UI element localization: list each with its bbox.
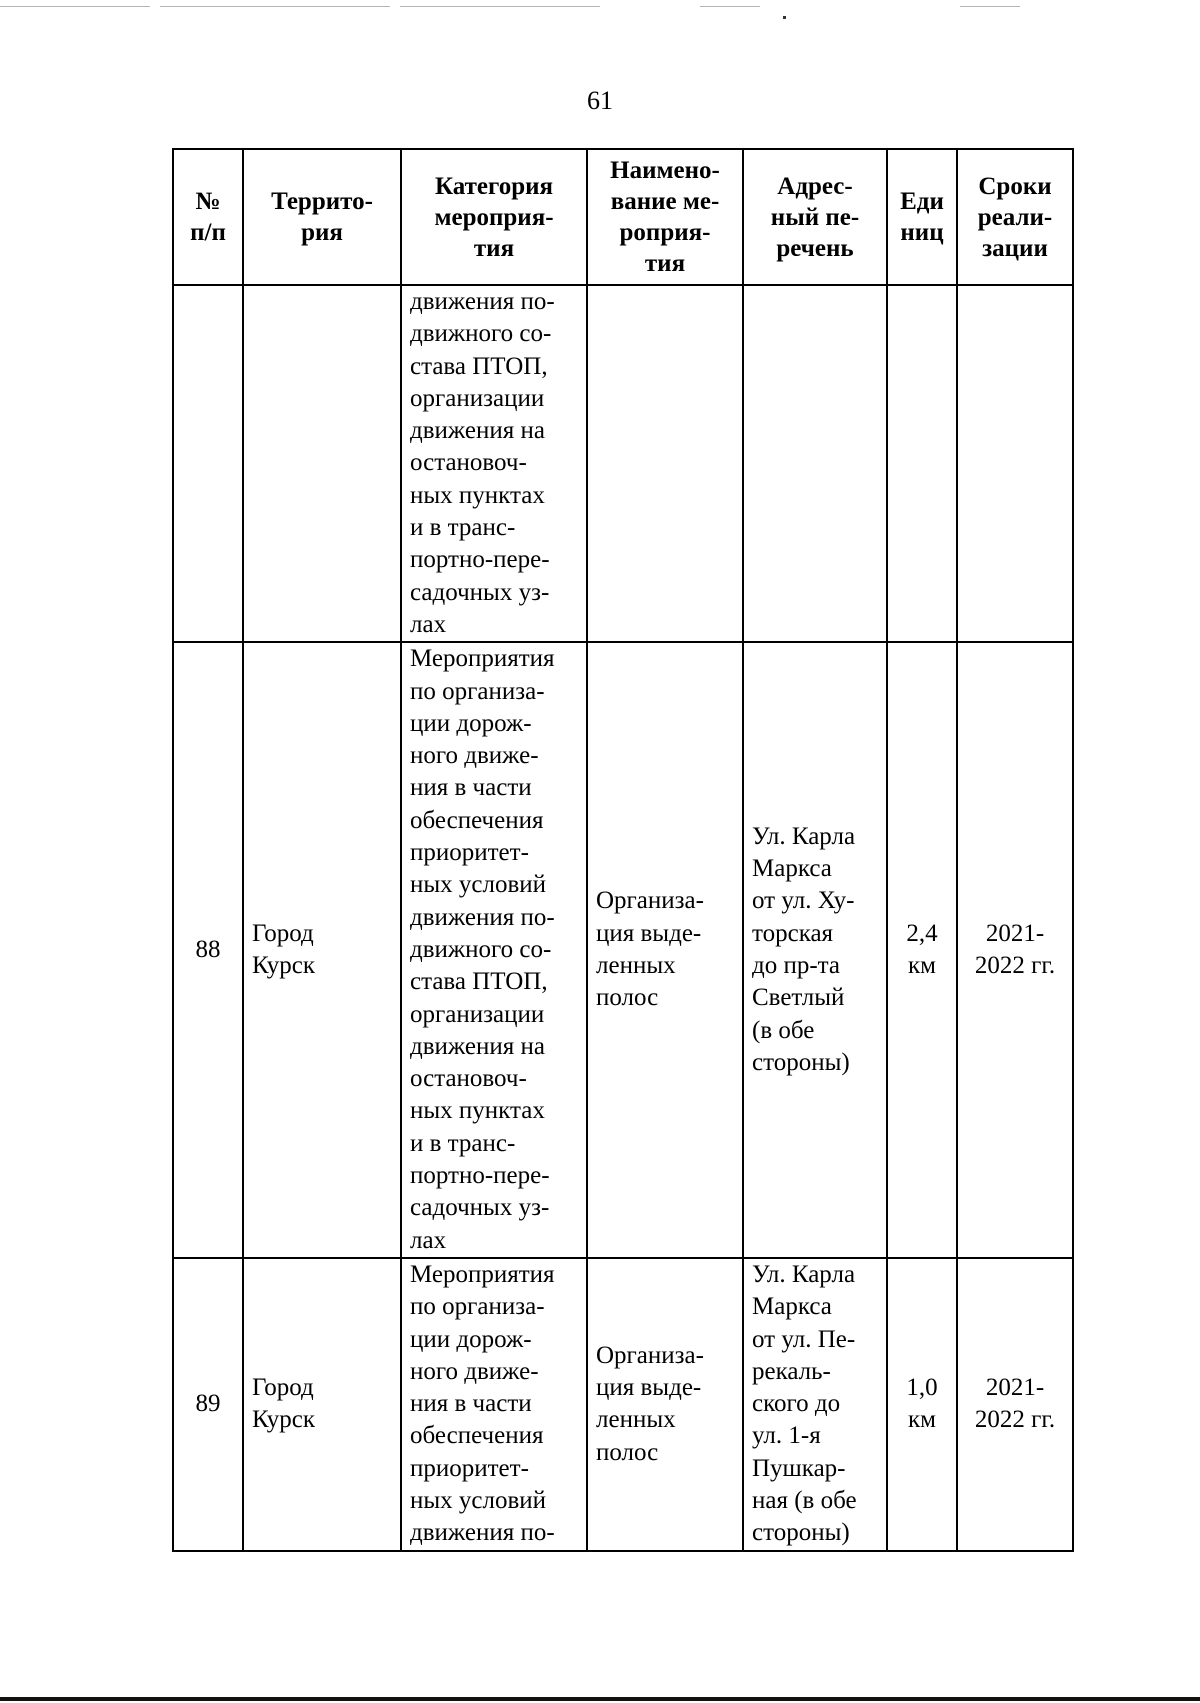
cell-name: Организа- ция выде- ленных полос (587, 642, 743, 1258)
table-header-row (173, 149, 1073, 285)
header-name: Наимено- вание ме- роприя- тия (587, 149, 743, 285)
measures-table (172, 148, 1074, 1552)
scan-edge-artifacts (0, 4, 1200, 10)
cell-territory: Город Курск (243, 1258, 401, 1551)
scan-dot (783, 16, 786, 19)
cell-address: Ул. Карла Маркса от ул. Ху- торская до пр-та Светлый (в обе стороны) (743, 642, 887, 1258)
cell-territory: Город Курск (243, 642, 401, 1258)
cell-num (173, 285, 243, 642)
cell-territory (243, 285, 401, 642)
page-number: 61 (587, 86, 613, 115)
header-territory: Террито- рия (243, 149, 401, 285)
cell-address: Ул. Карла Маркса от ул. Пе- рекаль- ского до ул. 1-я Пушкар- ная (в обе стороны) (743, 1258, 887, 1551)
cell-term: 2021- 2022 гг. (957, 642, 1073, 1258)
cell-term: 2021- 2022 гг. (957, 1258, 1073, 1551)
header-num: № п/п (173, 149, 243, 285)
cell-unit: 2,4 км (887, 642, 957, 1258)
table-row (173, 285, 1073, 642)
cell-unit (887, 285, 957, 642)
cell-num: 88 (173, 642, 243, 1258)
header-unit: Еди ниц (887, 149, 957, 285)
cell-category: Мероприятия по организа- ции дорож- ного движе- ния в части обеспечения приоритет- ных условий движения по- движного со- става ПТОП, организации движения на остановоч- ных пунктах и в транс- портно-пере- садочных уз- лах (401, 642, 587, 1258)
table-row (173, 1258, 1073, 1551)
cell-term (957, 285, 1073, 642)
cell-category: движения по- движного со- става ПТОП, организации движения на остановоч- ных пунктах и в транс- портно-пере- садочных уз- лах (401, 285, 587, 642)
cell-category: Мероприятия по организа- ции дорож- ного движе- ния в части обеспечения приоритет- ных условий движения по- (401, 1258, 587, 1551)
header-term: Сроки реали- зации (957, 149, 1073, 285)
scan-bottom-edge (0, 1697, 1200, 1701)
header-address: Адрес- ный пе- речень (743, 149, 887, 285)
header-category: Категория мероприя- тия (401, 149, 587, 285)
cell-name: Организа- ция выде- ленных полос (587, 1258, 743, 1551)
cell-num: 89 (173, 1258, 243, 1551)
cell-address (743, 285, 887, 642)
table-row (173, 642, 1073, 1258)
cell-name (587, 285, 743, 642)
cell-unit: 1,0 км (887, 1258, 957, 1551)
